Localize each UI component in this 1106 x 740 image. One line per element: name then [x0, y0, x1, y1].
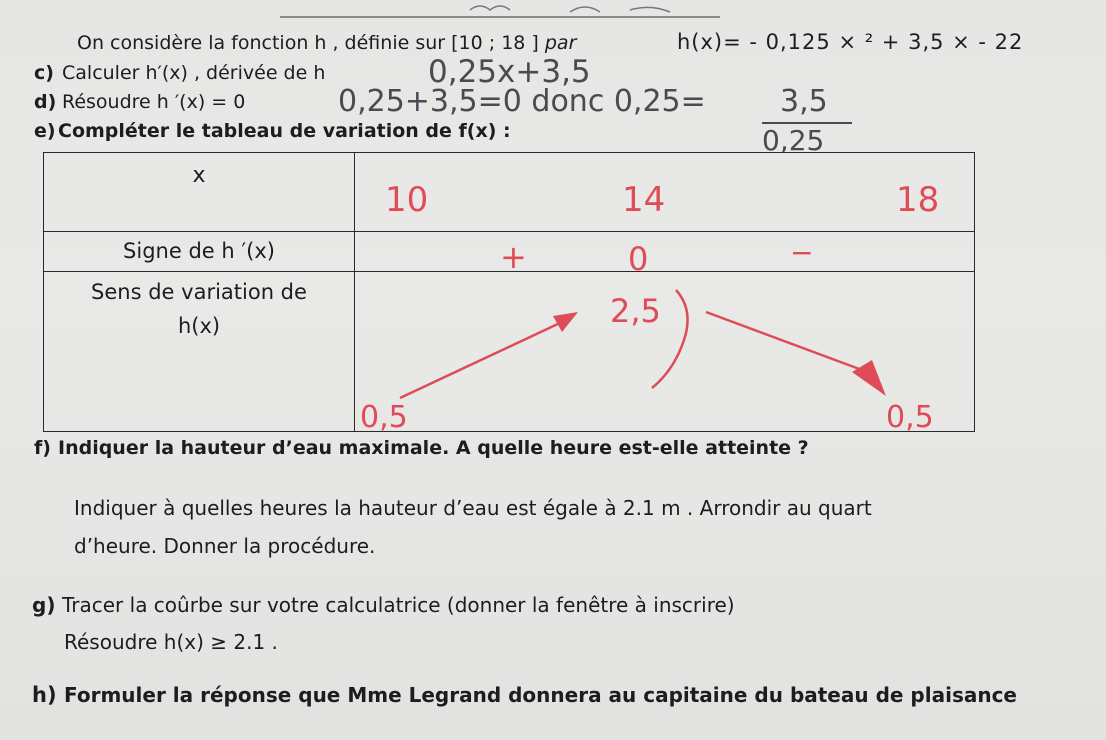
header-interval: [10 ; 18 ]	[451, 32, 539, 54]
x-value-10: 10	[385, 180, 429, 220]
arrow-decreasing	[706, 312, 886, 396]
question-e-letter: e)	[34, 120, 56, 142]
question-f-letter: f)	[34, 437, 51, 459]
question-d-letter: d)	[34, 91, 57, 113]
question-g-text: Tracer la coûrbe sur votre calculatrice (donner la fenêtre à inscrire)	[62, 593, 735, 617]
answer-c-handwritten: 0,25x+3,5	[428, 54, 591, 90]
end-value: 0,5	[886, 400, 934, 435]
sign-zero: 0	[628, 240, 649, 278]
sign-plus: +	[500, 238, 527, 276]
header-prefix: On considère la fonction h , définie sur	[77, 32, 452, 54]
question-f-text: Indiquer la hauteur d’eau maximale. A quelle heure est-elle atteinte ?	[58, 437, 809, 459]
header-par: par	[538, 32, 577, 54]
question-d-text: Résoudre h ′(x) = 0	[62, 91, 246, 113]
question-h-letter: h)	[32, 683, 57, 707]
arrow-increasing	[400, 312, 578, 398]
sign-minus: −	[790, 236, 814, 269]
question-e-text: Compléter le tableau de variation de f(x) :	[58, 120, 511, 142]
question-f-line3: d’heure. Donner la procédure.	[74, 534, 376, 558]
row-variation-label-2: h(x)	[177, 314, 221, 338]
start-value: 0,5	[360, 400, 408, 435]
answer-d-handwritten: 0,25+3,5=0 donc 0,25=	[338, 84, 706, 119]
question-g-line2: Résoudre h(x) ≥ 2.1 .	[64, 630, 278, 654]
bracket-curve	[652, 290, 688, 388]
max-value: 2,5	[610, 292, 661, 330]
x-value-14: 14	[622, 180, 666, 220]
row-x-label: x	[192, 163, 206, 188]
question-h-text: Formuler la réponse que Mme Legrand donnera au capitaine du bateau de plaisance	[64, 683, 1017, 707]
answer-d-fraction-numerator: 3,5	[780, 84, 828, 119]
question-c-letter: c)	[34, 62, 54, 84]
question-g-letter: g)	[32, 593, 56, 617]
question-f-line2: Indiquer à quelles heures la hauteur d’eau est égale à 2.1 m . Arrondir au quart	[74, 496, 872, 520]
answer-d-fraction-denominator: 0,25	[762, 124, 825, 157]
row-variation-label-1: Sens de variation de	[91, 280, 307, 304]
function-formula: h(x)= - 0,125 × ² + 3,5 × - 22	[677, 30, 1024, 54]
row-sign-label: Signe de h ′(x)	[123, 239, 275, 263]
x-value-18: 18	[896, 180, 940, 220]
question-c-text: Calculer h′(x) , dérivée de h	[62, 62, 326, 84]
